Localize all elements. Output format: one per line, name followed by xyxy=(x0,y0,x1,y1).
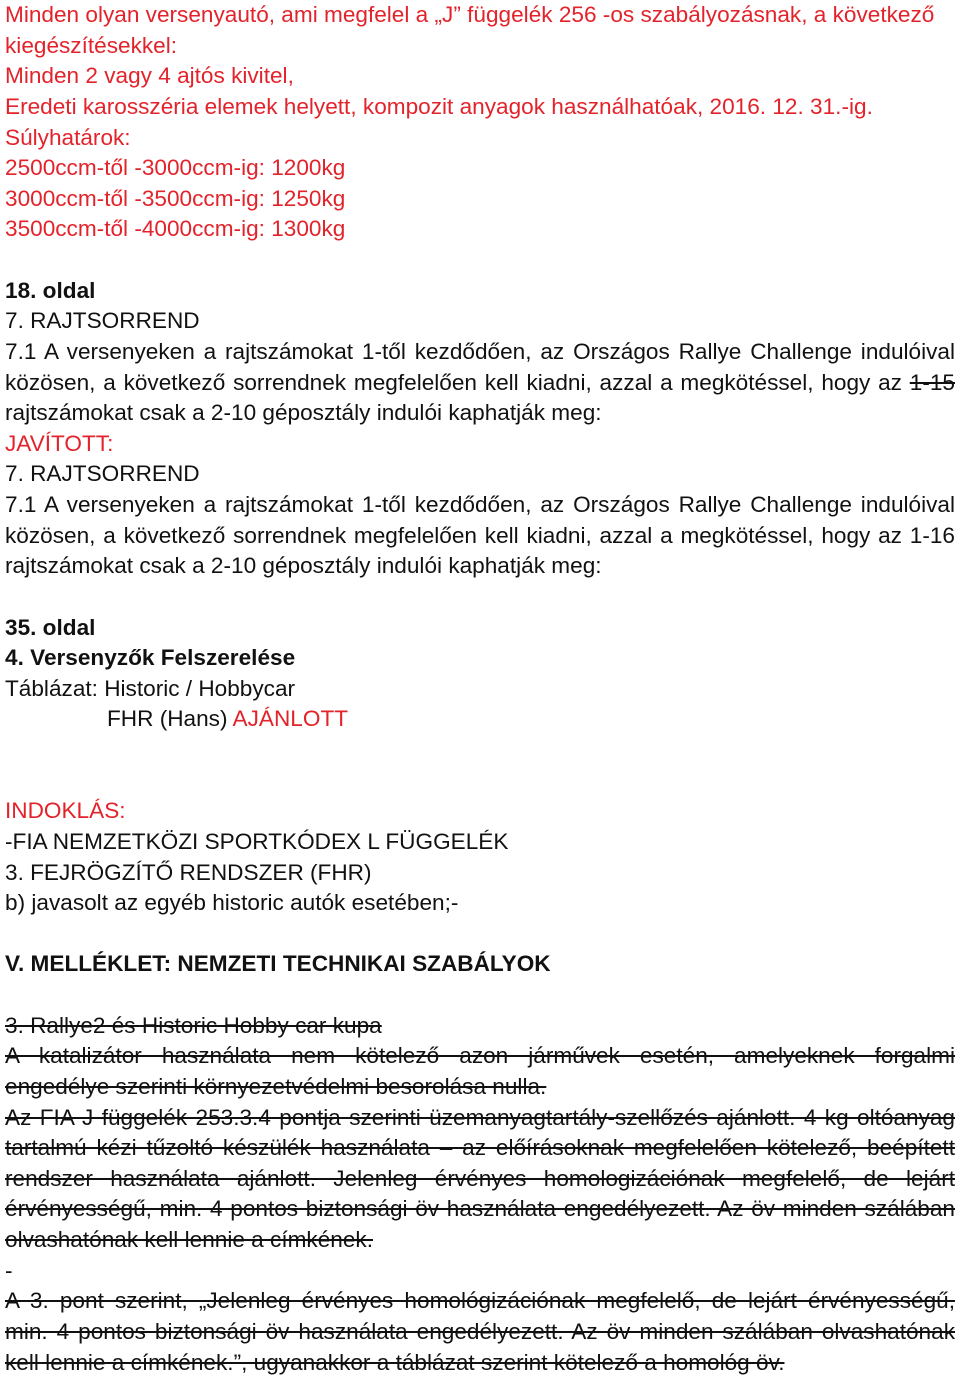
table-reference: Táblázat: Historic / Hobbycar xyxy=(5,675,296,701)
struck-paragraph-line: tartalmú kézi tűzoltó készülék használata – az előírásoknak megfelelően kötelező, beépített xyxy=(5,1135,955,1161)
annex-heading: V. MELLÉKLET: NEMZETI TECHNIKAI SZABÁLYOK xyxy=(5,951,551,977)
struck-paragraph-line: rendszer használata ajánlott. Jelenleg érvényes homologizációnak megfelelő, de lejárt xyxy=(5,1165,955,1191)
justification-line: b) javasolt az egyéb historic autók esetében;- xyxy=(5,890,459,916)
separator-dash: - xyxy=(5,1257,13,1283)
paragraph-line xyxy=(5,368,955,399)
struck-paragraph-line: engedélye szerinti környezetvédelmi besorolása nulla. xyxy=(5,1073,547,1099)
blank-line xyxy=(5,735,960,766)
blank-line xyxy=(5,766,960,797)
section-heading: 4. Versenyzők Felszerelése xyxy=(5,645,296,671)
annex-block xyxy=(5,949,960,1378)
weight-limit-line: 3000ccm-től -3500ccm-ig: 1250kg xyxy=(5,185,346,211)
justification-line: -FIA NEMZETKÖZI SPORTKÓDEX L FÜGGELÉK xyxy=(5,828,509,854)
justification-label: INDOKLÁS: xyxy=(5,798,126,824)
page-18-correction xyxy=(5,276,960,582)
struck-paragraph-line: olvashatónak kell lennie a címkének. xyxy=(5,1227,373,1252)
paragraph-line: 7.1 A versenyeken a rajtszámokat 1-től kezdődően, az Országos Rallye Challenge indulóival xyxy=(5,492,955,517)
weight-limits-label: Súlyhatárok: xyxy=(5,124,131,150)
added-text-line: Minden 2 vagy 4 ajtós kivitel, xyxy=(5,63,294,89)
struck-comment-line: min. 4 pontos biztonsági öv használata engedélyezett. Az öv minden szálában olvashatónak xyxy=(5,1318,955,1344)
struck-comment-line: kell lennie a címkének.”, ugyanakkor a táblázat szerint kötelező a homológ öv. xyxy=(5,1349,785,1375)
weight-limit-line: 3500ccm-től -4000ccm-ig: 1300kg xyxy=(5,216,346,242)
blank-line xyxy=(5,919,960,950)
paragraph-text: közösen, a következő sorrendnek megfelelően kell kiadni, azzal a megkötéssel, hogy az xyxy=(5,369,910,395)
recommendation-status: AJÁNLOTT xyxy=(232,706,349,732)
blank-line xyxy=(5,582,960,613)
weight-limit-line: 2500ccm-től -3000ccm-ig: 1200kg xyxy=(5,155,346,181)
page-reference: 18. oldal xyxy=(5,277,96,303)
justification-block xyxy=(5,796,960,919)
section-heading: 7. RAJTSORREND xyxy=(5,461,200,487)
equipment-item: FHR (Hans) xyxy=(107,706,228,732)
paragraph-line: 7.1 A versenyeken a rajtszámokat 1-től kezdődően, az Országos Rallye Challenge indulóival xyxy=(5,338,955,364)
justification-line: 3. FEJRÖGZÍTŐ RENDSZER (FHR) xyxy=(5,859,372,885)
page-reference: 35. oldal xyxy=(5,614,96,640)
paragraph-line: közösen, a következő sorrendnek megfelelően kell kiadni, azzal a megkötéssel, hogy az 1-16 xyxy=(5,522,955,548)
added-requirements-block xyxy=(5,0,960,245)
struck-subsection-title: 3. Rallye2 és Historic Hobby car kupa xyxy=(5,1012,382,1038)
struck-comment-line: A 3. pont szerint, „Jelenleg érvényes homológizációnak megfelelő, de lejárt érvényességű, xyxy=(5,1288,955,1314)
blank-line xyxy=(5,980,960,1011)
blank-line xyxy=(5,245,960,276)
paragraph-line: rajtszámokat csak a 2-10 géposztály indulói kaphatják meg: xyxy=(5,400,602,426)
struck-paragraph-line: A katalizátor használata nem kötelező azon járművek esetén, amelyeknek forgalmi xyxy=(5,1043,955,1069)
struck-number-range: 1-15 xyxy=(909,369,955,395)
page-35-equipment xyxy=(5,613,960,736)
equipment-row xyxy=(5,704,960,735)
paragraph-line: rajtszámokat csak a 2-10 géposztály indulói kaphatják meg: xyxy=(5,553,602,579)
struck-paragraph-line: érvényességű, min. 4 pontos biztonsági öv használata engedélyezett. Az öv minden szálában xyxy=(5,1196,955,1222)
section-heading: 7. RAJTSORREND xyxy=(5,308,200,334)
struck-paragraph-line: Az FIA J függelék 253.3.4 pontja szerinti üzemanyagtartály-szellőzés ajánlott. 4 kg oltóanyag xyxy=(5,1104,955,1130)
added-text-line: Eredeti karosszéria elemek helyett, kompozit anyagok használhatóak, 2016. 12. 31.-ig. xyxy=(5,93,873,119)
added-text-line: kiegészítésekkel: xyxy=(5,32,178,58)
added-text-line: Minden olyan versenyautó, ami megfelel a „J” függelék 256 -os szabályozásnak, a következő xyxy=(5,2,935,27)
correction-label: JAVÍTOTT: xyxy=(5,430,114,456)
